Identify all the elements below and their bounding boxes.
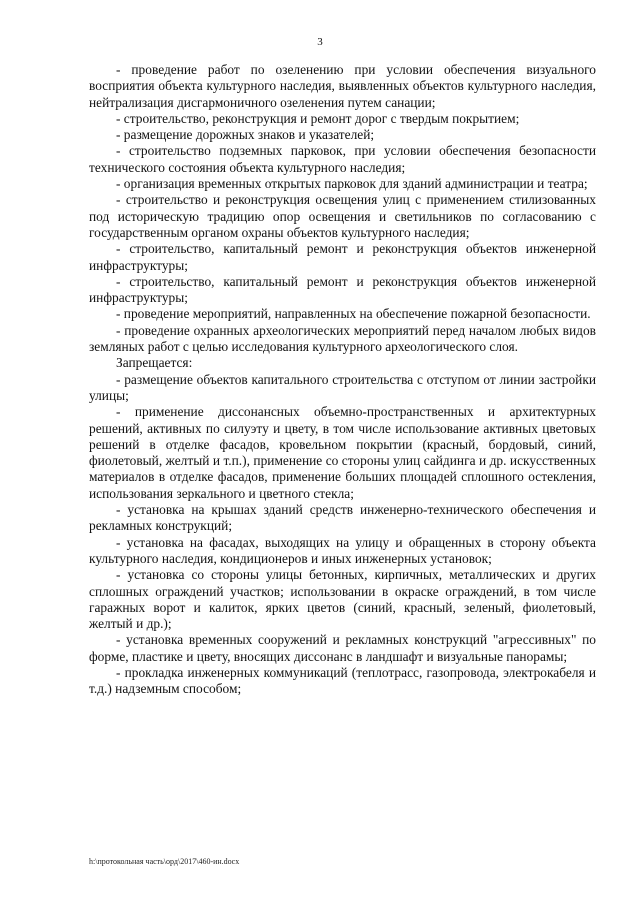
document-body: [89, 62, 596, 698]
footer-file-path: h:\протокольная часть\орд\2017\460-ин.docx: [89, 857, 240, 866]
paragraph-overground-utilities: - прокладка инженерных коммуникаций (теплотрасс, газопровода, электрокабеля и т.д.) надземным способом;: [89, 664, 596, 697]
paragraph-solid-fences: - установка со стороны улицы бетонных, кирпичных, металлических и других сплошных ограждений участков; использовании в окраске ограждений, в том числе гаражных ворот и калиток, ярких цветов (синий, красный, зеленый, фиолетовый, желтый и др.);: [89, 567, 596, 632]
paragraph-roads: - строительство, реконструкция и ремонт дорог с твердым покрытием;: [116, 110, 520, 126]
paragraph-dissonant-solutions: - применение диссонансных объемно-пространственных и архитектурных решений, активных по силуэту и цвету, в том числе использование активных цветовых решений в отделке фасадов, кровельном покрытии (красный, бордовый, синий, фиолетовый, желтый и т.п.), применение со стороны улиц сайдинга и др. искусственных материалов в отделке фасадов, применение больших площадей сплошного остекления, использования зеркального и цветного стекла;: [89, 404, 596, 501]
page-number: 3: [317, 36, 323, 48]
paragraph-road-signs: - размещение дорожных знаков и указателей;: [116, 127, 375, 143]
paragraph-engineering-infrastructure-1: - строительство, капитальный ремонт и реконструкция объектов инженерной инфраструктуры;: [89, 241, 596, 273]
paragraph-fire-safety: - проведение мероприятий, направленных на обеспечение пожарной безопасности.: [116, 306, 591, 322]
paragraph-temporary-parking: - организация временных открытых парковок для зданий администрации и театра;: [116, 176, 588, 192]
paragraph-roof-equipment: - установка на крышах зданий средств инженерно-технического обеспечения и рекламных конструкций;: [89, 502, 596, 534]
paragraph-facade-air-conditioners: - установка на фасадах, выходящих на улицу и обращенных в сторону объекта культурного наследия, кондиционеров и иных инженерных установок;: [89, 534, 596, 566]
paragraph-building-setback: - размещение объектов капитального строительства с отступом от линии застройки улицы;: [89, 371, 596, 403]
paragraph-temporary-structures: - установка временных сооружений и рекламных конструкций "агрессивных" по форме, пластике и цвету, вносящих диссонанс в ландшафт и визуальные панорамы;: [89, 632, 596, 664]
paragraph-street-lighting: - строительство и реконструкция освещения улиц с применением стилизованных под историческую традицию опор освещения и светильников по согласованию с государственным органом охраны объектов культурного наследия;: [89, 192, 596, 240]
paragraph-greening: - проведение работ по озеленению при условии обеспечения визуального восприятия объекта культурного наследия, выявленных объектов культурного наследия, нейтрализация дисгармоничного озеленения путем санации;: [89, 62, 596, 110]
paragraph-archaeology: - проведение охранных археологических мероприятий перед началом любых видов земляных работ с целью исследования культурного археологического слоя.: [89, 322, 596, 355]
paragraph-engineering-infrastructure-2: - строительство, капитальный ремонт и реконструкция объектов инженерной инфраструктуры;: [89, 273, 596, 306]
prohibited-heading: Запрещается:: [116, 355, 193, 371]
paragraph-underground-parking: - строительство подземных парковок, при условии обеспечения безопасности технического состояния объекта культурного наследия;: [89, 143, 596, 175]
